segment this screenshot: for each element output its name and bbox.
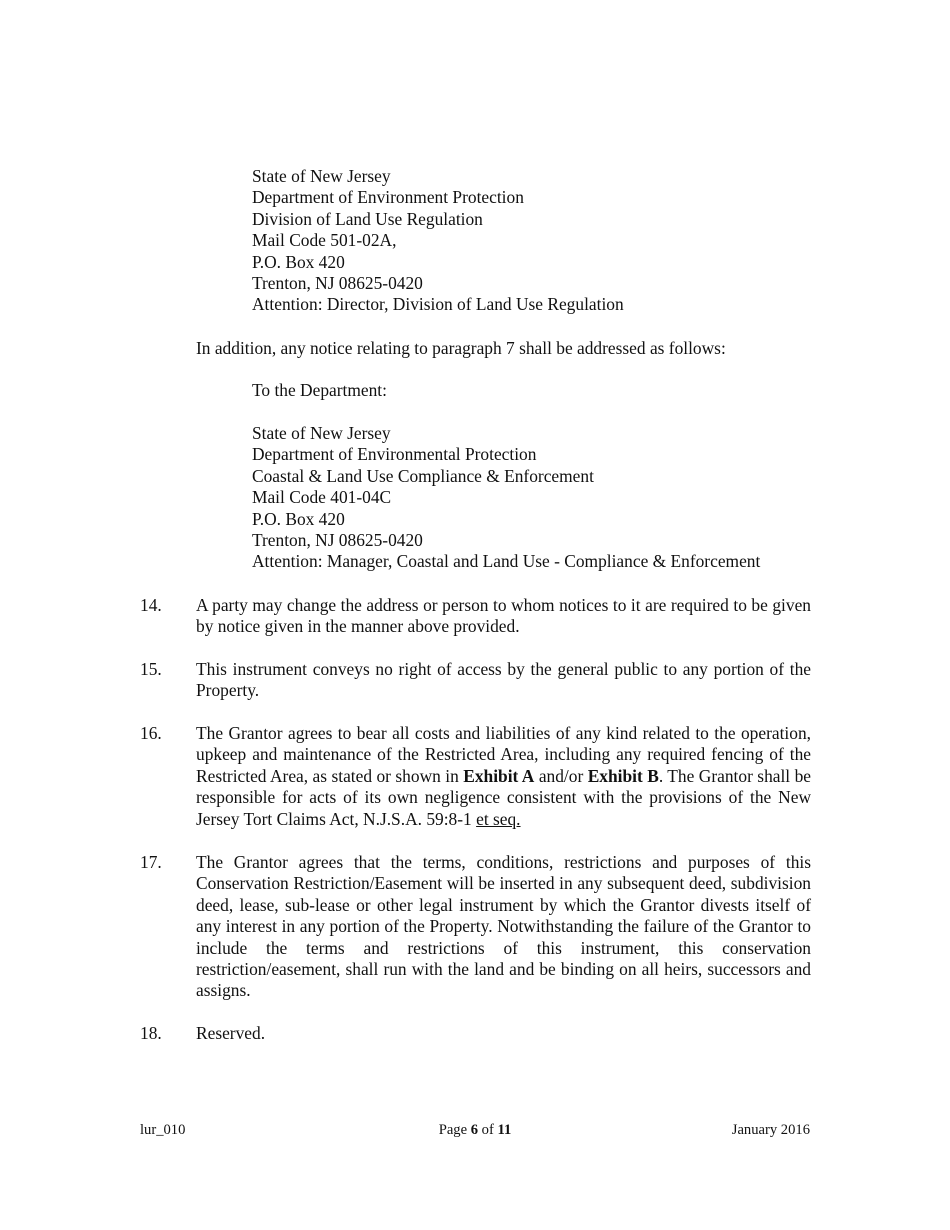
paragraph-number: 16. [140,723,162,743]
exhibit-b-reference: Exhibit B [587,765,659,786]
paragraph-15-text: This instrument conveys no right of access by the general public to any portion of the Property. [196,659,811,701]
paragraph-17-text: The Grantor agrees that the terms, conditions, restrictions and purposes of this Conservation Restriction/Easement will be inserted in any subsequent deed, subdivision deed, lease, sub-lease or other legal instrument by which the Grantor divests itself of any interest in any portion of the Property. Notwithstanding the failure of the Grantor to include the terms and restrictions of this instrument, this conservation restriction/easement, shall run with the land and be binding on all heirs, successors and assigns. [196,852,811,1001]
et-seq-citation: et seq. [476,808,521,829]
paragraph-number: 14. [140,595,162,615]
address-line: State of New Jersey [252,166,391,186]
address-line: Department of Environmental Protection [252,444,537,465]
address-line: P.O. Box 420 [252,508,345,529]
exhibit-a-reference: Exhibit A [463,765,535,786]
to-department-label: To the Department: [252,380,387,400]
address-line: Mail Code 401-04C [252,487,392,508]
address-line: State of New Jersey [252,423,391,443]
footer-form-id: lur_010 [140,1122,186,1138]
footer-date: January 2016 [731,1122,810,1138]
address-line: Trenton, NJ 08625-0420 [252,530,423,551]
address-line: P.O. Box 420 [252,251,345,272]
paragraph-14-text: A party may change the address or person to whom notices to it are required to be given by notice given in the manner above provided. [196,595,811,637]
addition-notice: In addition, any notice relating to paragraph 7 shall be addressed as follows: [196,338,726,358]
address-line: Department of Environment Protection [252,187,524,208]
paragraph-number: 15. [140,659,162,679]
paragraph-number: 18. [140,1023,162,1043]
paragraph-16-text: The Grantor agrees to bear all costs and liabilities of any kind related to the operation, upkeep and maintenance of the Restricted Area, including any required fencing of the Restricted Area, as stated or shown in Exhibit A and/or Exhibit B. The Grantor shall be responsible for acts of its own negligence consistent with the provisions of the New Jersey Tort Claims Act, N.J.S.A. 59:8-1 et seq. [196,723,811,829]
paragraph-18-text: Reserved. [196,1023,266,1043]
footer-page-number: Page 6 of 11 [438,1122,512,1138]
address-line: Attention: Manager, Coastal and Land Use - Compliance & Enforcement [252,551,761,572]
address-line: Attention: Director, Division of Land Use Regulation [252,294,624,315]
paragraph-number: 17. [140,852,162,872]
address-block-land-use [252,166,624,316]
address-line: Division of Land Use Regulation [252,208,483,229]
address-line: Trenton, NJ 08625-0420 [252,273,423,294]
address-line: Coastal & Land Use Compliance & Enforcement [252,465,594,486]
address-line: Mail Code 501-02A, [252,230,397,251]
address-block-enforcement [252,423,760,573]
